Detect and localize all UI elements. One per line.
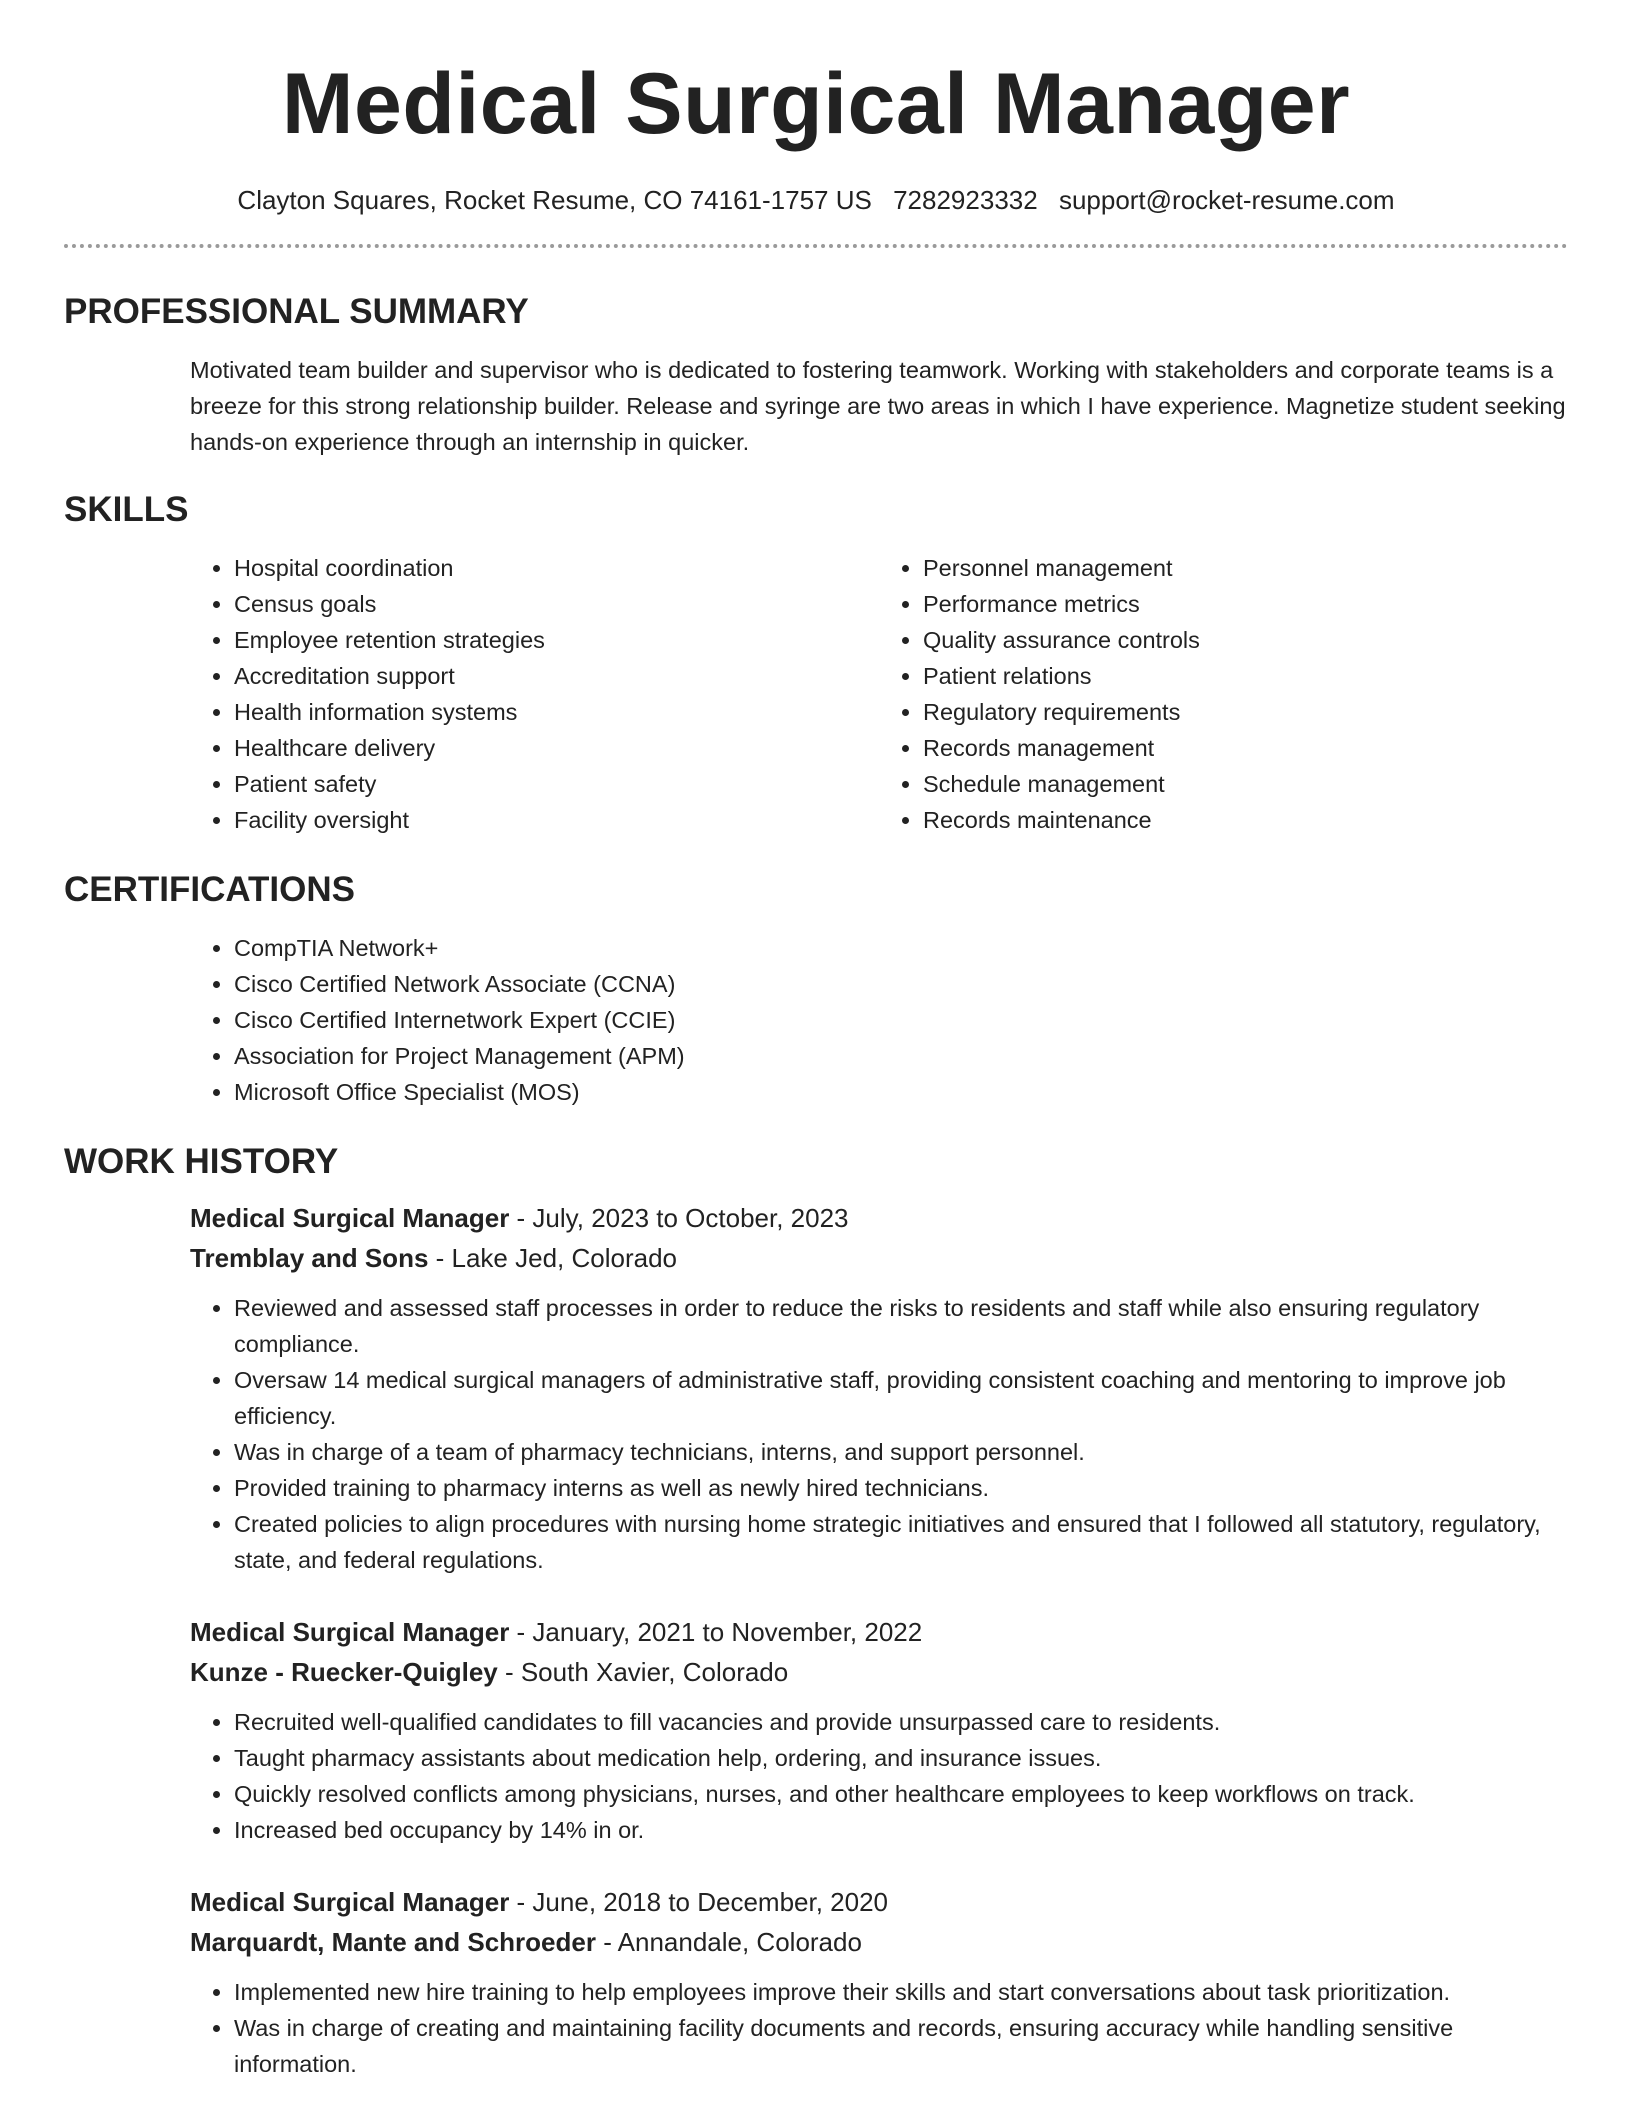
certifications-body [190, 930, 1568, 1110]
candidate-name: Medical Surgical Manager [281, 56, 1351, 152]
job-duty: • Provided training to pharmacy interns as well as newly hired technicians. [234, 1470, 1568, 1506]
job-location: - Lake Jed, Colorado [428, 1243, 677, 1273]
job-dates: - June, 2018 to December, 2020 [509, 1887, 889, 1917]
skill-item: • Census goals [234, 586, 879, 622]
job-duty: • Taught pharmacy assistants about medication help, ordering, and insurance issues. [234, 1740, 1568, 1776]
contact-address: Clayton Squares, Rocket Resume, CO 74161-1757 US [237, 185, 872, 215]
job-duty: • Created policies to align procedures with nursing home strategic initiatives and ensured that I followed all statutory, regulatory, state, and federal regulations. [234, 1506, 1568, 1578]
job-duties-list [190, 1290, 1568, 1578]
job-dates: - July, 2023 to October, 2023 [509, 1203, 849, 1233]
skill-item: • Records management [923, 730, 1568, 766]
job-duties-list [190, 1974, 1568, 2082]
job-title-line [190, 1882, 1568, 1922]
skills-right-list [879, 550, 1568, 838]
job-company-line [190, 1922, 1568, 1962]
skill-item: • Patient relations [923, 658, 1568, 694]
job-role: Medical Surgical Manager [190, 1617, 510, 1647]
job-title-line [190, 1198, 1568, 1238]
skill-item: • Hospital coordination [234, 550, 879, 586]
job-location: - South Xavier, Colorado [497, 1657, 789, 1687]
job-duty: • Oversaw 14 medical surgical managers of administrative staff, providing consistent coaching and mentoring to improve job efficiency. [234, 1362, 1568, 1434]
skill-item: • Records maintenance [923, 802, 1568, 838]
skill-item: • Quality assurance controls [923, 622, 1568, 658]
certifications-heading: CERTIFICATIONS [64, 870, 356, 909]
skill-item: • Schedule management [923, 766, 1568, 802]
certification-item: • Microsoft Office Specialist (MOS) [234, 1074, 1568, 1110]
contact-phone: 7282923332 [893, 185, 1038, 215]
job-company: Marquardt, Mante and Schroeder [190, 1927, 596, 1957]
certification-item: • Cisco Certified Network Associate (CCNA) [234, 966, 1568, 1002]
summary-text: Motivated team builder and supervisor who is dedicated to fostering teamwork. Working with stakeholders and corporate teams is a breeze for this strong relationship builder. Release and syringe are two areas in which I have experience. Magnetize student seeking hands-on experience through an internship in quicker. [190, 357, 1566, 455]
job-location: - Annandale, Colorado [595, 1927, 862, 1957]
job-entry [190, 1882, 1568, 2082]
job-duty: • Quickly resolved conflicts among physicians, nurses, and other healthcare employees to keep workflows on track. [234, 1776, 1568, 1812]
skill-item: • Performance metrics [923, 586, 1568, 622]
certification-item: • Cisco Certified Internetwork Expert (CCIE) [234, 1002, 1568, 1038]
skill-item: • Employee retention strategies [234, 622, 879, 658]
job-duty: • Was in charge of creating and maintaining facility documents and records, ensuring accuracy while handling sensitive information. [234, 2010, 1568, 2082]
certification-item: • CompTIA Network+ [234, 930, 1568, 966]
job-dates: - January, 2021 to November, 2022 [509, 1617, 923, 1647]
skill-item: • Patient safety [234, 766, 879, 802]
summary-body [190, 352, 1568, 460]
job-entry [190, 1612, 1568, 1848]
skill-item: • Regulatory requirements [923, 694, 1568, 730]
work-history-section [64, 1140, 1568, 2082]
skills-heading: SKILLS [64, 490, 189, 529]
skill-item: • Facility oversight [234, 802, 879, 838]
job-entry [190, 1198, 1568, 1578]
skill-item: • Personnel management [923, 550, 1568, 586]
summary-section [64, 290, 1568, 460]
job-company-line [190, 1238, 1568, 1278]
certifications-section [64, 868, 1568, 1110]
work-history-heading: WORK HISTORY [64, 1142, 339, 1181]
job-title-line [190, 1612, 1568, 1652]
job-company-line [190, 1652, 1568, 1692]
skill-item: • Healthcare delivery [234, 730, 879, 766]
skills-section [64, 488, 1568, 838]
skills-columns [190, 550, 1568, 838]
job-duty: • Implemented new hire training to help employees improve their skills and start conversations about task prioritization. [234, 1974, 1568, 2010]
header-divider [64, 244, 1568, 248]
job-duty: • Recruited well-qualified candidates to fill vacancies and provide unsurpassed care to residents. [234, 1704, 1568, 1740]
work-history-body [190, 1198, 1568, 2082]
job-duty: • Was in charge of a team of pharmacy technicians, interns, and support personnel. [234, 1434, 1568, 1470]
job-role: Medical Surgical Manager [190, 1887, 510, 1917]
skills-left-list [190, 550, 879, 838]
job-duties-list [190, 1704, 1568, 1848]
contact-line [64, 182, 1568, 218]
job-role: Medical Surgical Manager [190, 1203, 510, 1233]
skill-item: • Health information systems [234, 694, 879, 730]
job-company: Tremblay and Sons [190, 1243, 429, 1273]
job-duty: • Increased bed occupancy by 14% in or. [234, 1812, 1568, 1848]
summary-heading: PROFESSIONAL SUMMARY [64, 292, 529, 331]
skill-item: • Accreditation support [234, 658, 879, 694]
job-company: Kunze - Ruecker-Quigley [190, 1657, 498, 1687]
certifications-list [190, 930, 1568, 1110]
contact-email: support@rocket-resume.com [1058, 185, 1395, 215]
certification-item: • Association for Project Management (APM) [234, 1038, 1568, 1074]
job-duty: • Reviewed and assessed staff processes in order to reduce the risks to residents and staff while also ensuring regulatory compliance. [234, 1290, 1568, 1362]
resume-header [64, 0, 1568, 218]
